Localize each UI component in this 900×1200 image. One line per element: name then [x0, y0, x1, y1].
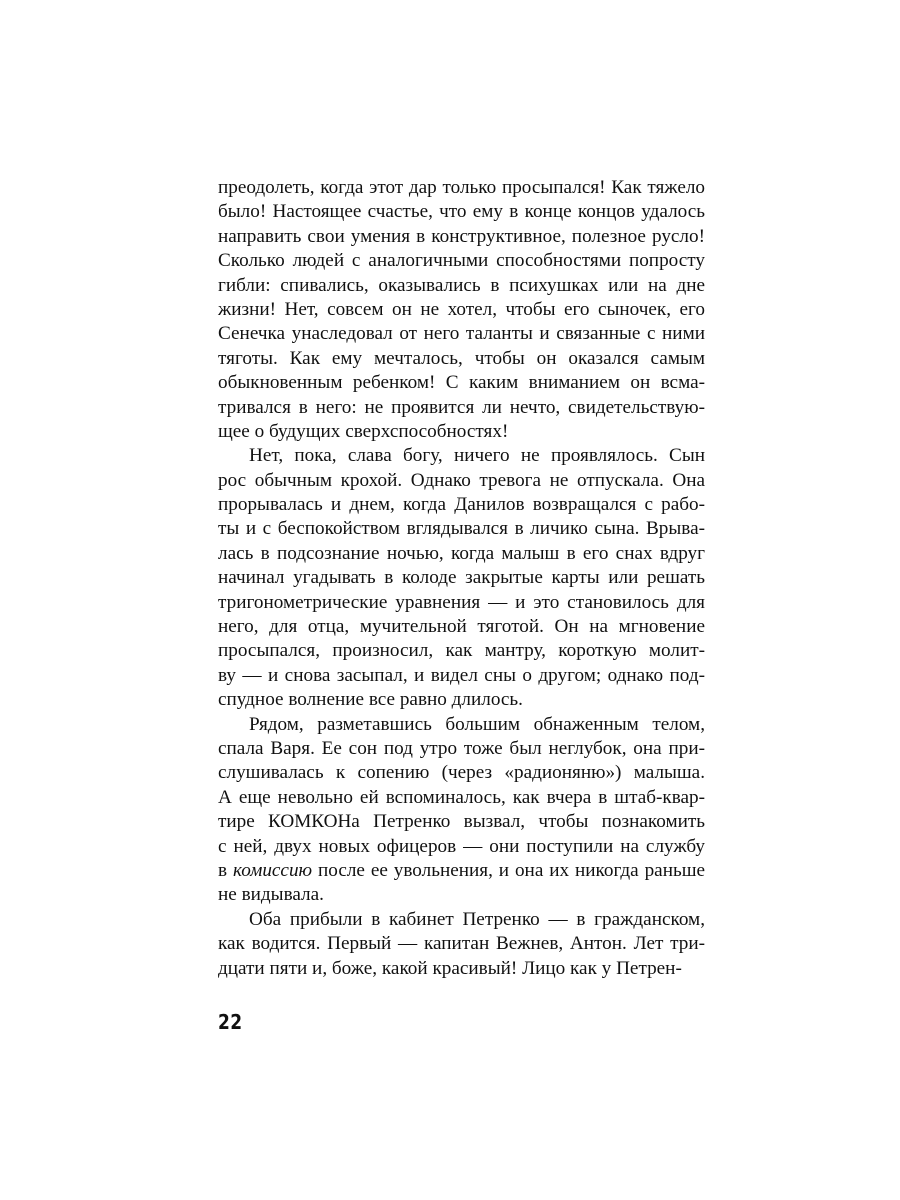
- text-line: [218, 883, 705, 907]
- text-line: [218, 469, 705, 493]
- text-line: [218, 737, 705, 761]
- text-line: [218, 664, 705, 688]
- line-segment: рос обычным крохой. Однако тревога не отпускала. Она: [218, 469, 705, 491]
- text-line: [218, 591, 705, 615]
- text-line: [218, 274, 705, 298]
- line-segment: тяготы. Как ему мечталось, чтобы он оказался самым: [218, 347, 705, 369]
- paragraph: [218, 444, 705, 712]
- line-segment: ву — и снова засыпал, и видел сны о другом; однако под-: [218, 664, 705, 686]
- paragraph: [218, 713, 705, 908]
- text-line: [218, 371, 705, 395]
- text-line: [218, 713, 705, 737]
- line-segment: гибли: спивались, оказывались в психушках или на дне: [218, 274, 705, 296]
- text-line: [218, 298, 705, 322]
- text-line: [218, 957, 705, 981]
- paragraph: [218, 176, 705, 444]
- line-segment: было! Настоящее счастье, что ему в конце концов удалось: [218, 201, 705, 223]
- text-line: [218, 396, 705, 420]
- line-segment: Оба прибыли в кабинет Петренко — в гражданском,: [249, 908, 705, 930]
- paragraph: [218, 908, 705, 981]
- line-segment: просыпался, произносил, как мантру, короткую молит-: [218, 640, 705, 662]
- text-line: [218, 444, 705, 468]
- line-segment: дцати пяти и, боже, какой красивый! Лицо как у Петрен-: [218, 957, 682, 979]
- line-segment: спудное волнение все равно длилось.: [218, 689, 523, 711]
- line-segment: Рядом, разметавшись большим обнаженным телом,: [249, 713, 705, 735]
- text-line: [218, 786, 705, 810]
- line-segment: как водится. Первый — капитан Вежнев, Антон. Лет три-: [218, 933, 705, 955]
- text-line: [218, 615, 705, 639]
- line-segment: Сколько людей с аналогичными способностями попросту: [218, 250, 705, 272]
- line-segment: после ее увольнения, и она их никогда раньше: [312, 859, 705, 881]
- text-line: [218, 542, 705, 566]
- line-segment: слушивалась к сопению (через «радионяню») малыша.: [218, 762, 705, 784]
- text-line: [218, 347, 705, 371]
- line-segment: ты и с беспокойством вглядывался в личико сына. Врыва-: [218, 518, 705, 540]
- text-line: [218, 932, 705, 956]
- text-line: [218, 835, 705, 859]
- line-segment: жизни! Нет, совсем он не хотел, чтобы его сыночек, его: [218, 298, 705, 320]
- italic-word: комиссию: [232, 859, 313, 881]
- text-line: [218, 493, 705, 517]
- line-segment: прорывалась и днем, когда Данилов возвращался с рабо-: [218, 494, 705, 516]
- line-segment: направить свои умения в конструктивное, полезное русло!: [218, 225, 705, 247]
- line-segment: А еще невольно ей вспоминалось, как вчера в штаб-квар-: [218, 786, 705, 808]
- line-segment: в: [218, 859, 233, 881]
- line-segment: начинал угадывать в колоде закрытые карты или решать: [218, 567, 705, 589]
- line-segment: Нет, пока, слава богу, ничего не проявлялось. Сын: [249, 445, 705, 467]
- line-segment: спала Варя. Ее сон под утро тоже был неглубок, она при-: [218, 737, 705, 759]
- line-segment: тригонометрические уравнения — и это становилось для: [218, 591, 705, 613]
- body-text: [218, 176, 705, 981]
- text-line: [218, 200, 705, 224]
- line-segment: обыкновенным ребенком! С каким вниманием он всма-: [218, 372, 705, 394]
- line-segment: преодолеть, когда этот дар только просыпался! Как тяжело: [218, 177, 705, 198]
- page-number: 22: [218, 1010, 243, 1034]
- text-line: [218, 566, 705, 590]
- line-segment: щее о будущих сверхспособностях!: [218, 420, 509, 442]
- text-line: [218, 322, 705, 346]
- line-segment: с ней, двух новых офицеров — они поступили на службу: [218, 835, 705, 857]
- text-line: [218, 420, 705, 444]
- text-line: [218, 517, 705, 541]
- line-segment: лась в подсознание ночью, когда малыш в его снах вдруг: [218, 542, 705, 564]
- text-line: [218, 761, 705, 785]
- line-segment: него, для отца, мучительной тяготой. Он на мгновение: [218, 616, 705, 638]
- text-line: [218, 639, 705, 663]
- line-segment: не видывала.: [218, 884, 324, 906]
- text-line: [218, 908, 705, 932]
- text-line: [218, 225, 705, 249]
- text-line: [218, 249, 705, 273]
- text-line: [218, 176, 705, 200]
- text-line: [218, 688, 705, 712]
- line-segment: тривался в него: не проявится ли нечто, свидетельствую-: [218, 396, 705, 418]
- text-line: [218, 859, 705, 883]
- text-line: [218, 810, 705, 834]
- line-segment: Сенечка унаследовал от него таланты и связанные с ними: [218, 323, 705, 345]
- line-segment: тире КОМКОНа Петренко вызвал, чтобы познакомить: [218, 811, 705, 833]
